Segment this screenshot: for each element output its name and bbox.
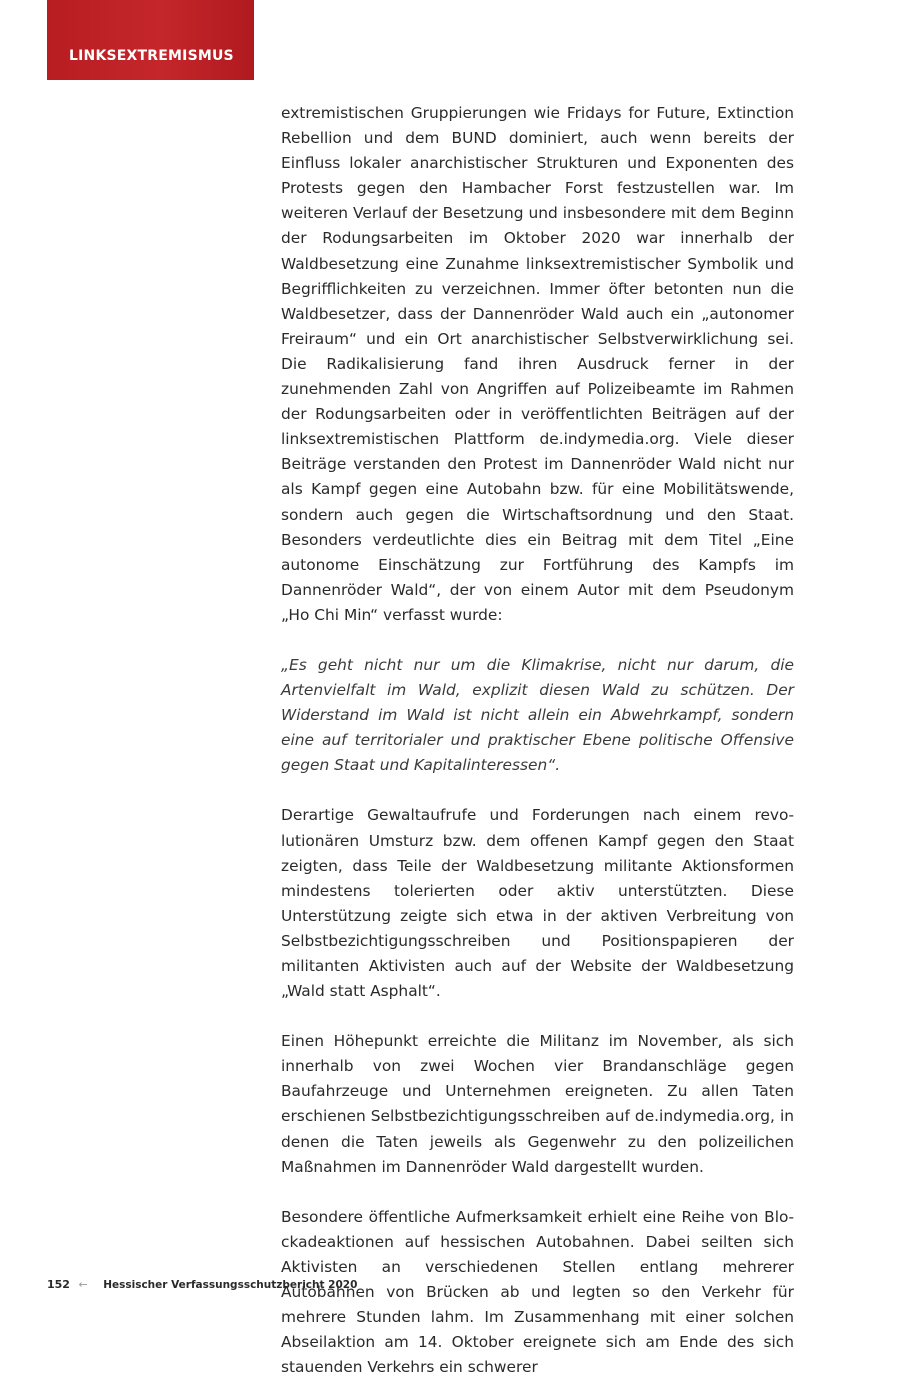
page-footer bbox=[47, 1278, 357, 1291]
arrow-left-icon: ← bbox=[78, 1278, 88, 1291]
body-text-column bbox=[281, 101, 794, 1380]
section-header-tab bbox=[47, 0, 254, 80]
section-label: LINKSEXTREMISMUS bbox=[69, 48, 234, 64]
block-quote: „Es geht nicht nur um die Klimakrise, nicht nur darum, die Artenvielfalt im Wald, explizit diesen Wald zu schützen. Der Widerstand im Wald ist nicht allein ein Abwehrkampf, sondern eine auf territorialer und praktischer Ebene politische Offensive gegen Staat und Kapitalinteressen“. bbox=[281, 655, 794, 775]
body-paragraph: Besondere öffentliche Aufmerksamkeit erhielt eine Reihe von Blockadeaktionen auf hessischen Autobahnen. Dabei seilten sich Aktivisten an verschiedenen Stellen entlang mehrerer Autobahnen von Brücken ab und legten so den Verkehr für mehrere Stunden lahm. Im Zusammenhang mit einer solchen Abseilaktion am 14. Oktober ereignete sich am Ende des sich stauenden Verkehrs ein schwerer bbox=[281, 1207, 794, 1377]
body-paragraph: Derartige Gewaltaufrufe und Forderungen nach einem revolutionären Umsturz bzw. dem offenen Kampf gegen den Staat zeigten, dass Teile der Waldbesetzung militante Aktionsformen mindestens tolerierten oder aktiv unterstützten. Diese Unterstützung zeigte sich etwa in der aktiven Verbreitung von Selbstbezichtigungsschreiben und Positionspapieren der militanten Aktivisten auch auf der Website der Waldbesetzung „Wald statt Asphalt“. bbox=[281, 806, 794, 1001]
page-number: 152 bbox=[47, 1278, 70, 1291]
publication-title: Hessischer Verfassungsschutzbericht 2020 bbox=[103, 1279, 358, 1291]
body-paragraph: extremistischen Gruppierungen wie Fridays for Future, Extinction Rebellion und dem BUND dominiert, auch wenn bereits der Einfluss lokaler anarchistischer Strukturen und Exponenten des Protests gegen den Hambacher Forst festzustellen war. Im weiteren Verlauf der Besetzung und insbesondere mit dem Beginn der Rodungsarbeiten im Oktober 2020 war innerhalb der Waldbesetzung eine Zunahme linksextremistischer Symbolik und Begrifflichkeiten zu verzeichnen. Immer öfter betonten nun die Waldbesetzer, dass der Dannenröder Wald auch ein „autonomer Freiraum“ und ein Ort anarchistischer Selbstverwirklichung sei. Die Radikalisierung fand ihren Ausdruck ferner in der zunehmenden Zahl von Angriffen auf Polizeibeamte im Rahmen der Rodungsarbeiten oder in veröffentlichten Beiträgen auf der linksextremistischen Plattform de.indymedia.org. Viele dieser Beiträge verstanden den Protest im Dannenröder Wald nicht nur als Kampf gegen eine Autobahn bzw. für eine Mobilitätswende, sondern auch gegen die Wirtschaftsordnung und den Staat. Besonders verdeutlichte dies ein Beitrag mit dem Titel „Eine autonome Einschätzung zur Fortführung des Kampfs im Dannenröder Wald“, der von einem Autor mit dem Pseudonym „Ho Chi Min“ verfasst wurde: bbox=[281, 104, 794, 624]
body-paragraph: Einen Höhepunkt erreichte die Militanz im November, als sich innerhalb von zwei Wochen vier Brandanschläge gegen Baufahrzeuge und Unternehmen ereigneten. Zu allen Taten erschienen Selbstbezichtigungsschreiben auf de.indymedia.org, in denen die Taten jeweils als Gegenwehr zu den polizeilichen Maßnahmen im Dannenröder Wald dargestellt wurden. bbox=[281, 1032, 794, 1176]
